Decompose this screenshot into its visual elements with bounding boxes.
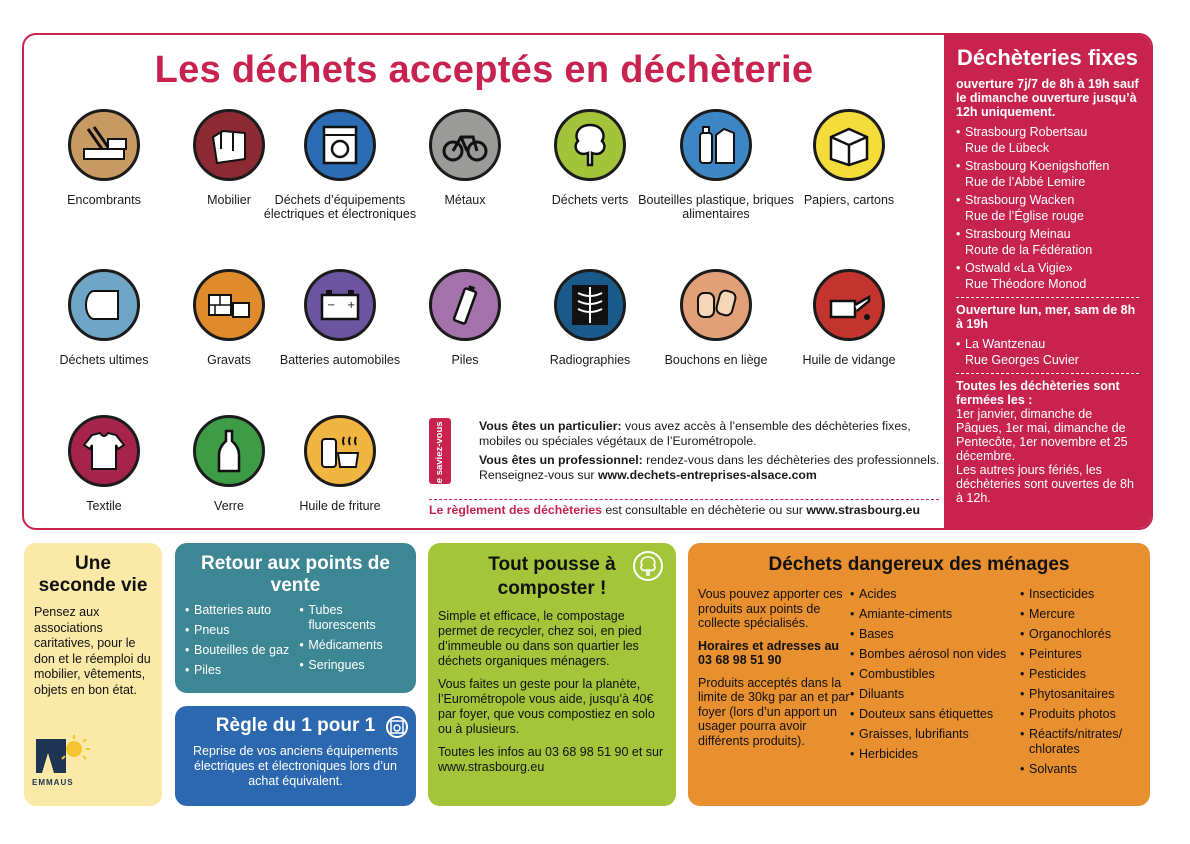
regle-title: Règle du 1 pour 1 — [215, 715, 376, 736]
car-battery-icon — [304, 269, 376, 341]
list-item: • Phytosanitaires — [1020, 687, 1140, 702]
glass-bottle-icon — [193, 415, 265, 487]
site-street: Rue de Lübeck — [965, 140, 1050, 155]
reglement-text: est consultable en déchèterie ou sur — [601, 503, 807, 517]
waste-item-label: Verre — [214, 499, 244, 513]
waste-item-label: Déchets d’équipements électriques et électroniques — [263, 193, 417, 221]
waste-item — [769, 269, 929, 367]
sidebar-title: Déchèteries fixes — [957, 45, 1138, 70]
bottle-carton-icon — [680, 109, 752, 181]
site-street: Rue de l’Abbé Lemire — [965, 174, 1086, 189]
other-holidays: Les autres jours fériés, les déchèteries sont ouvertes de 8h à 12h. — [956, 463, 1134, 505]
closed-title: Toutes les déchèteries sont fermées les : — [956, 379, 1120, 407]
compost-text-2: Vous faites un geste pour la planète, l’Eurométropole vous aide, jusqu’à 40€ par foyer, que vous compostiez en solo ou à plusieurs. — [438, 677, 655, 736]
seconde-vie-text: Pensez aux associations caritatives, pour le don et le réemploi du mobilier, vêtements, objets en bon état. — [34, 605, 151, 697]
closed-days: 1er janvier, dimanche de Pâques, 1er mai, dimanche de Pentecôte, 1er novembre et 25 décembre. — [956, 407, 1128, 463]
waste-item-label: Radiographies — [549, 353, 631, 367]
saviez-vous-text — [479, 419, 949, 487]
waste-item-label: Mobilier — [207, 193, 251, 207]
site-name: • Ostwald «La Vigie» — [965, 261, 1073, 275]
sidebar-divider — [956, 297, 1139, 298]
list-item: • Peintures — [1020, 647, 1140, 662]
compost-title: Tout pousse à composter ! — [488, 554, 616, 599]
emmaus-logo-text: EMMAUS — [32, 778, 74, 787]
saviez-vous-tab — [429, 412, 451, 490]
site-name: • Strasbourg Wacken — [965, 193, 1075, 207]
site-name: • Strasbourg Meinau — [965, 227, 1071, 241]
site-name: • Strasbourg Robertsau — [965, 125, 1088, 139]
list-item: • Piles — [185, 663, 299, 678]
frying-oil-icon — [304, 415, 376, 487]
trash-roll-icon — [68, 269, 140, 341]
reglement-title: Le règlement des déchèteries — [429, 503, 602, 517]
compost-text-1: Simple et efficace, le compostage permet de recycler, chez soi, en pied d’immeuble ou dans son quartier les déchets organiques ménagers. — [438, 609, 642, 668]
waste-item-label: Batteries automobiles — [279, 353, 401, 367]
list-item: • Pneus — [185, 623, 299, 638]
waste-item — [769, 109, 929, 207]
waste-item-label: Bouchons en liège — [664, 353, 768, 367]
list-item: • Bases — [850, 627, 1020, 642]
svg-text:−: − — [327, 300, 336, 311]
bicycle-icon — [429, 109, 501, 181]
regle-text: Reprise de vos anciens équipements électriques et électroniques lors d’un achat équivalent. — [193, 744, 398, 788]
list-item: • Solvants — [1020, 762, 1140, 777]
dangerous-list-1 — [850, 587, 1020, 782]
dangerous-intro-3: Produits acceptés dans la limite de 30kg par an et par foyer (lors d’un apport un usager pourra avoir différents produits). — [698, 675, 850, 748]
regle-1-pour-1-card — [175, 706, 416, 806]
list-item: • Bombes aérosol non vides — [850, 647, 1020, 662]
site-item — [956, 227, 1139, 258]
compost-text-3: Toutes les infos au 03 68 98 51 90 et sur www.strasbourg.eu — [438, 745, 664, 774]
waste-item-label: Déchets verts — [551, 193, 629, 207]
waste-item-label: Encombrants — [67, 193, 141, 207]
professionnel-bold: Vous êtes un professionnel: — [479, 453, 643, 467]
list-item: • Réactifs/nitrates/ chlorates — [1020, 727, 1140, 757]
site-item — [956, 159, 1139, 190]
waste-item-label: Métaux — [444, 193, 486, 207]
list-item: • Mercure — [1020, 607, 1140, 622]
cork-icon — [680, 269, 752, 341]
list-item: • Douteux sans étiquettes — [850, 707, 1020, 722]
armchair-icon — [193, 109, 265, 181]
entreprises-link[interactable]: www.dechets-entreprises-alsace.com — [597, 467, 817, 482]
battery-cell-icon — [429, 269, 501, 341]
waste-item-label: Textile — [86, 499, 122, 513]
fixed-centers-sidebar — [944, 35, 1151, 528]
site-item — [956, 193, 1139, 224]
sidebar-divider — [956, 373, 1139, 374]
list-item: • Combustibles — [850, 667, 1020, 682]
list-item: • Diluants — [850, 687, 1020, 702]
waste-item-label: Gravats — [207, 353, 251, 367]
site-item — [956, 125, 1139, 156]
list-item: • Bouteilles de gaz — [185, 643, 299, 658]
opening-hours: ouverture 7j/7 de 8h à 19h sauf le dimanche ouverture jusqu’à 12h uniquement. — [956, 77, 1139, 119]
list-item: • Batteries auto — [185, 603, 299, 618]
box-icon — [813, 109, 885, 181]
retour-title: Retour aux points de vente — [201, 553, 390, 596]
washing-machine-icon — [386, 716, 408, 738]
accepted-waste-panel — [22, 33, 1153, 530]
professionnel-text: rendez-vous dans les déchèteries des professionnels. Renseignez-vous sur — [479, 453, 940, 482]
particulier-text: vous avez accès à l’ensemble des déchèteries fixes, mobiles ou spéciales végétaux de l’Eurométropole. — [479, 419, 911, 448]
waste-item-label: Bouteilles plastique, briques alimentaires — [638, 193, 794, 221]
list-item: • Amiante-ciments — [850, 607, 1020, 622]
tree-icon — [633, 551, 663, 581]
page-title: Les déchets acceptés en déchèterie — [154, 49, 814, 91]
list-item: • Seringues — [299, 658, 406, 673]
dangerous-waste-card — [688, 543, 1150, 806]
oil-can-icon — [813, 269, 885, 341]
washing-machine-icon — [304, 109, 376, 181]
site-name: • La Wantzenau — [965, 337, 1046, 351]
list-item: • Acides — [850, 587, 1020, 602]
dangerous-phone: Horaires et adresses au 03 68 98 51 90 — [698, 638, 840, 667]
list-item: • Médicaments — [299, 638, 406, 653]
reglement-note — [429, 503, 949, 517]
dangerous-intro-1: Vous pouvez apporter ces produits aux points de collecte spécialisés. — [698, 587, 843, 630]
site-street: Route de la Fédération — [965, 242, 1093, 257]
list-item: • Organochlorés — [1020, 627, 1140, 642]
dangerous-intro — [698, 587, 850, 782]
site-item — [956, 261, 1139, 292]
waste-item-label: Huile de friture — [299, 499, 381, 513]
seconde-vie-title: Une seconde vie — [38, 553, 148, 596]
dangerous-list-2 — [1020, 587, 1140, 782]
particulier-bold: Vous êtes un particulier: — [479, 419, 622, 433]
retour-list-2 — [299, 603, 406, 683]
waste-item — [260, 415, 420, 513]
dashed-divider — [429, 499, 939, 500]
sites-list-2 — [956, 337, 1139, 368]
svg-text:+: + — [347, 300, 356, 311]
list-item: • Herbicides — [850, 747, 1020, 762]
compost-card — [428, 543, 676, 806]
site-name: • Strasbourg Koenigshoffen — [965, 159, 1110, 173]
site-street: Rue Théodore Monod — [965, 276, 1087, 291]
strasbourg-link[interactable]: www.strasbourg.eu — [806, 503, 920, 517]
site-item — [956, 337, 1139, 368]
sites-list — [956, 125, 1139, 292]
opening-hours-2: Ouverture lun, mer, sam de 8h à 19h — [956, 303, 1136, 331]
xray-icon — [554, 269, 626, 341]
retour-list-1 — [185, 603, 299, 683]
saviez-vous-label: Le saviez-vous ? — [434, 412, 445, 490]
list-item: • Insecticides — [1020, 587, 1140, 602]
dangerous-title: Déchets dangereux des ménages — [768, 554, 1070, 575]
waste-item-label: Déchets ultimes — [59, 353, 149, 367]
waste-item-label: Piles — [451, 353, 479, 367]
site-street: Rue de l’Église rouge — [965, 208, 1084, 223]
furniture-pile-icon — [68, 109, 140, 181]
site-street: Rue Georges Cuvier — [965, 352, 1079, 367]
tree-icon — [554, 109, 626, 181]
list-item: • Tubes fluorescents — [299, 603, 406, 633]
bricks-icon — [193, 269, 265, 341]
list-item: • Pesticides — [1020, 667, 1140, 682]
list-item: • Graisses, lubrifiants — [850, 727, 1020, 742]
retour-points-vente-card — [175, 543, 416, 693]
seconde-vie-card — [24, 543, 162, 806]
waste-item-label: Papiers, cartons — [803, 193, 895, 207]
list-item: • Produits photos — [1020, 707, 1140, 722]
waste-item-label: Huile de vidange — [802, 353, 896, 367]
tshirt-icon — [68, 415, 140, 487]
